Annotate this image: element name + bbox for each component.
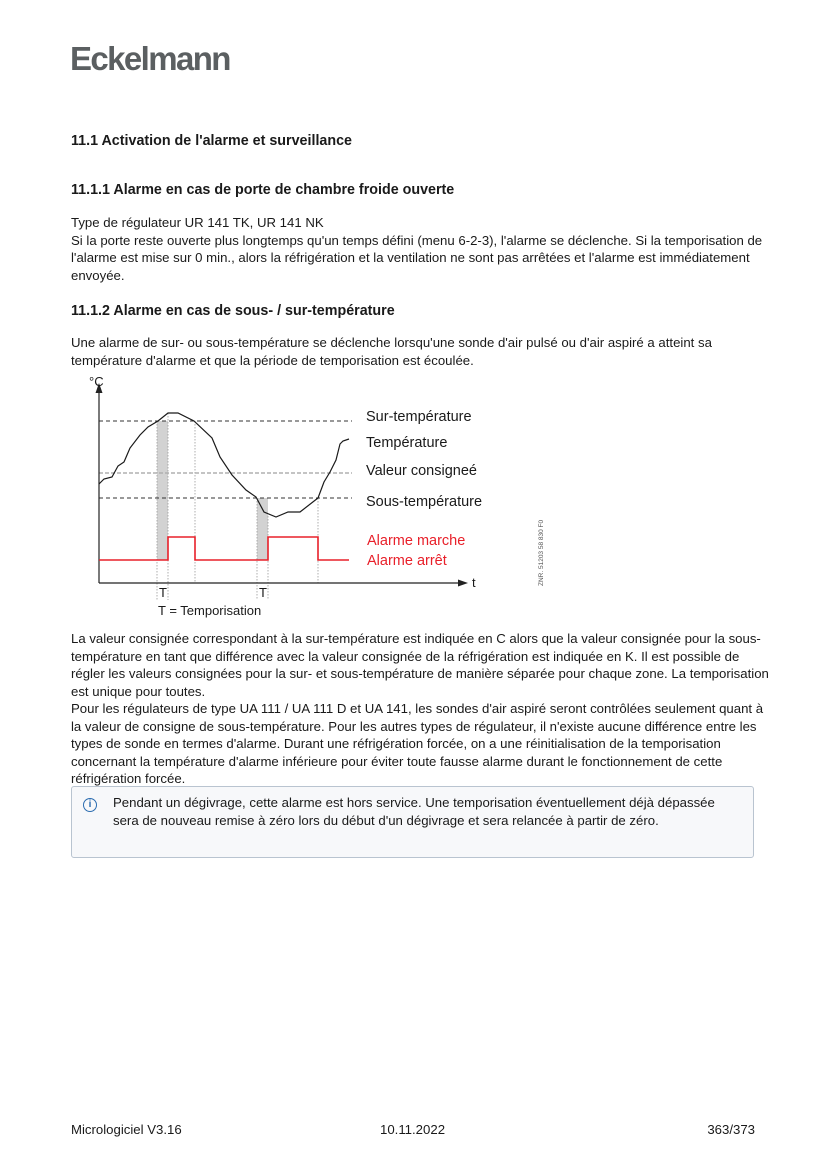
paragraph-regulator-types: Pour les régulateurs de type UA 111 / UA 111 D et UA 141, les sondes d'air aspiré seront contrôlées seulement quant à la valeur de consigne de sous-température. Pour les autres types de régulateur, il n'existe aucune différence entre les types de sonde en termes d'alarme. Durant une réfrigération forcée, on a une réinitialisation de la temporisation concernant la température d'alarme inférieure pour éviter toute fausse alarme durant le fonctionnement de cette réfrigération forcée. bbox=[71, 701, 764, 786]
legend-alarm-off: Alarme arrêt bbox=[367, 553, 447, 569]
x-axis-unit-label: t bbox=[472, 575, 476, 590]
x-axis-arrow-icon bbox=[458, 580, 468, 587]
temperature-curve bbox=[99, 413, 349, 517]
paragraph-regulator-type: Type de régulateur UR 141 TK, UR 141 NK bbox=[71, 215, 324, 230]
info-note-box bbox=[71, 786, 754, 858]
alarm-signal bbox=[99, 537, 349, 560]
legend-sous-temperature: Sous-température bbox=[366, 494, 483, 510]
temporisation-shade-2 bbox=[257, 498, 268, 560]
legend-temperature: Température bbox=[366, 435, 448, 451]
section-heading-11-1: 11.1 Activation de l'alarme et surveillance bbox=[71, 133, 353, 149]
info-note-text: Pendant un dégivrage, cette alarme est hors service. Une temporisation éventuellement déjà dépassée sera de nouveau remise à zéro lors du début d'un dégivrage et sera relancée à partir de zéro. bbox=[113, 795, 715, 828]
temporisation-marker-2: T bbox=[259, 585, 267, 600]
legend-valeur-consigne: Valeur consigneé bbox=[366, 463, 477, 479]
section-heading-11-1-1: 11.1.1 Alarme en cas de porte de chambre froide ouverte bbox=[71, 182, 455, 198]
vertical-guides bbox=[157, 413, 318, 600]
footer-page-number: 363/373 bbox=[707, 1122, 755, 1137]
paragraph-temperature-alarm-intro: Une alarme de sur- ou sous-température se déclenche lorsqu'une sonde d'air pulsé ou d'air aspiré a atteint sa température d'alarme et que la période de temporisation est écoulée. bbox=[71, 335, 712, 368]
y-axis-unit-label: °C bbox=[89, 374, 104, 389]
legend-sur-temperature: Sur-température bbox=[366, 409, 472, 425]
footer-date: 10.11.2022 bbox=[380, 1122, 446, 1137]
paragraph-door-alarm: Si la porte reste ouverte plus longtemps qu'un temps défini (menu 6-2-3), l'alarme se déclenche. Si la temporisation de l'alarme est mise sur 0 min., alors la réfrigération et la ventilation ne sont pas arrêtées et l'alarme est immédiatement envoyée. bbox=[71, 232, 763, 283]
section-11-1-2-body bbox=[71, 630, 771, 788]
footer-firmware-version: Micrologiciel V3.16 bbox=[71, 1122, 182, 1137]
eckelmann-logo: Eckelmann bbox=[70, 40, 230, 77]
drawing-reference: ZNR. 51203 58 830 F0 bbox=[538, 519, 545, 586]
temporisation-legend: T = Temporisation bbox=[158, 603, 262, 618]
temporisation-shade-1 bbox=[157, 421, 168, 560]
temporisation-marker-1: T bbox=[159, 585, 167, 600]
paragraph-setpoint-units: La valeur consignée correspondant à la sur-température est indiquée en C alors que la valeur consignée pour la sous-température en tant que différence avec la valeur consignée de la réfrigération est indiquée en K. Il est possible de régler les valeurs consignées pour la sur- et sous-température de manière séparée pour chaque zone. La temporisation est unique pour toutes. bbox=[71, 631, 769, 699]
legend-alarm-on: Alarme marche bbox=[367, 533, 466, 549]
info-icon: i bbox=[83, 798, 97, 812]
section-heading-11-1-2: 11.1.2 Alarme en cas de sous- / sur-température bbox=[71, 303, 395, 319]
